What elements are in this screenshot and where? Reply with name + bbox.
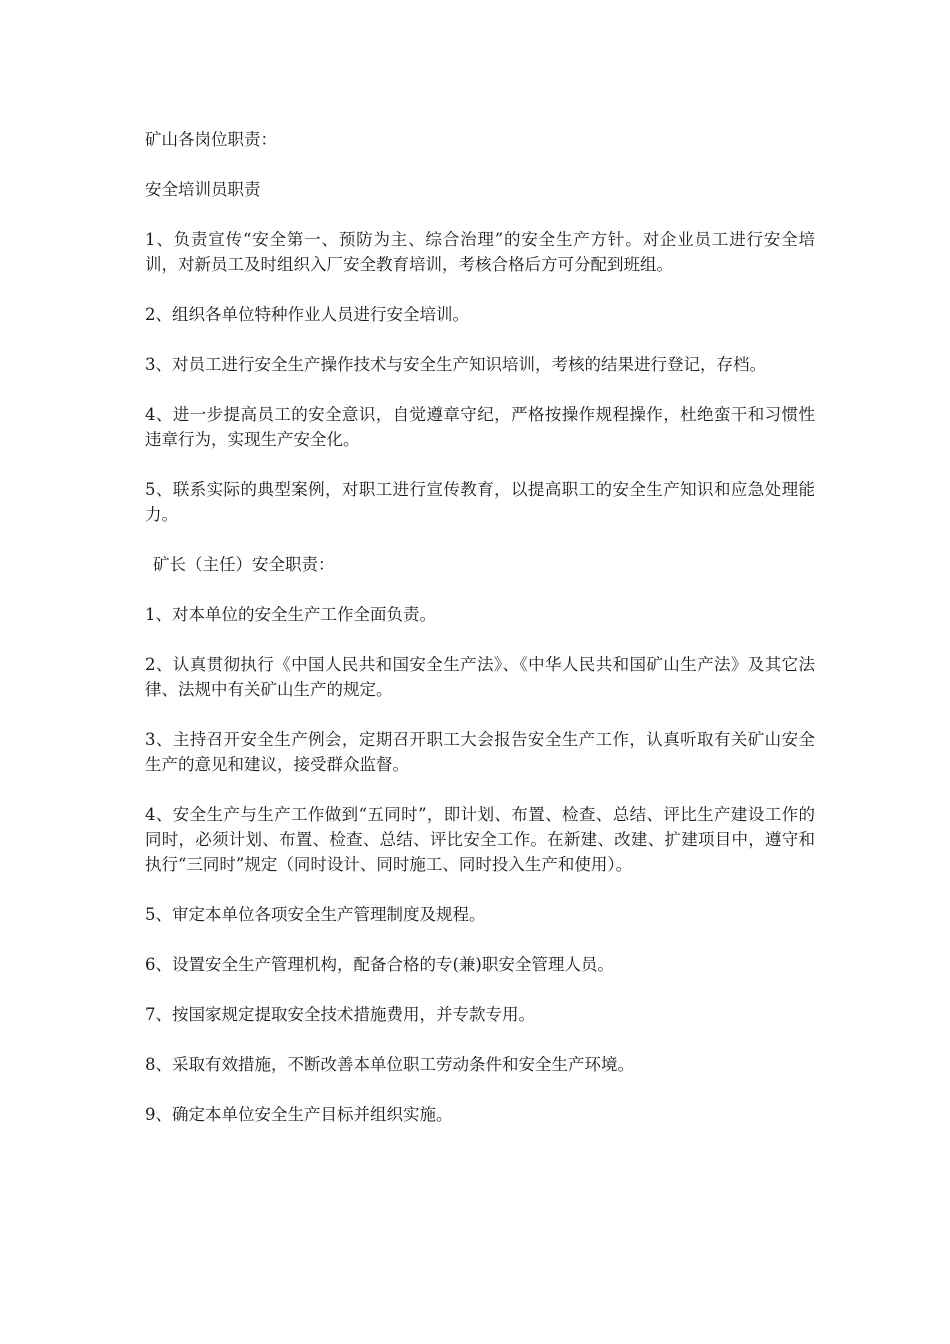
paragraph: 4、安全生产与生产工作做到“五同时”，即计划、布置、检查、总结、评比生产建设工作的同时，必须计划、布置、检查、总结、评比安全工作。在新建、改建、扩建项目中，遵守和执行“三同时”规定（同时设计、同时施工、同时投入生产和使用）。: [145, 805, 815, 874]
document-body: [145, 127, 815, 1152]
paragraph: 5、审定本单位各项安全生产管理制度及规程。: [145, 905, 486, 924]
paragraph: 2、组织各单位特种作业人员进行安全培训。: [145, 305, 469, 324]
paragraph: 8、采取有效措施，不断改善本单位职工劳动条件和安全生产环境。: [145, 1055, 634, 1074]
paragraph: 2、认真贯彻执行《中国人民共和国安全生产法》、《中华人民共和国矿山生产法》及其它法律、法规中有关矿山生产的规定。: [145, 655, 815, 699]
section-heading-training-officer: 安全培训员职责: [145, 180, 261, 199]
paragraph: 1、负责宣传“安全第一、预防为主、综合治理”的安全生产方针。对企业员工进行安全培训，对新员工及时组织入厂安全教育培训，考核合格后方可分配到班组。: [145, 230, 815, 274]
paragraph: 9、确定本单位安全生产目标并组织实施。: [145, 1105, 453, 1124]
paragraph: 1、对本单位的安全生产工作全面负责。: [145, 605, 436, 624]
document-title: 矿山各岗位职责：: [145, 130, 277, 149]
section-heading-mine-director: 矿长（主任）安全职责：: [153, 555, 335, 574]
paragraph: 3、主持召开安全生产例会，定期召开职工大会报告安全生产工作，认真听取有关矿山安全生产的意见和建议，接受群众监督。: [145, 730, 815, 774]
paragraph: 6、设置安全生产管理机构，配备合格的专(兼)职安全管理人员。: [145, 955, 614, 974]
paragraph: 7、按国家规定提取安全技术措施费用，并专款专用。: [145, 1005, 535, 1024]
paragraph: 5、联系实际的典型案例，对职工进行宣传教育，以提高职工的安全生产知识和应急处理能力。: [145, 480, 815, 524]
paragraph: 4、进一步提高员工的安全意识，自觉遵章守纪，严格按操作规程操作，杜绝蛮干和习惯性违章行为，实现生产安全化。: [145, 405, 815, 449]
paragraph: 3、对员工进行安全生产操作技术与安全生产知识培训，考核的结果进行登记，存档。: [145, 355, 766, 374]
